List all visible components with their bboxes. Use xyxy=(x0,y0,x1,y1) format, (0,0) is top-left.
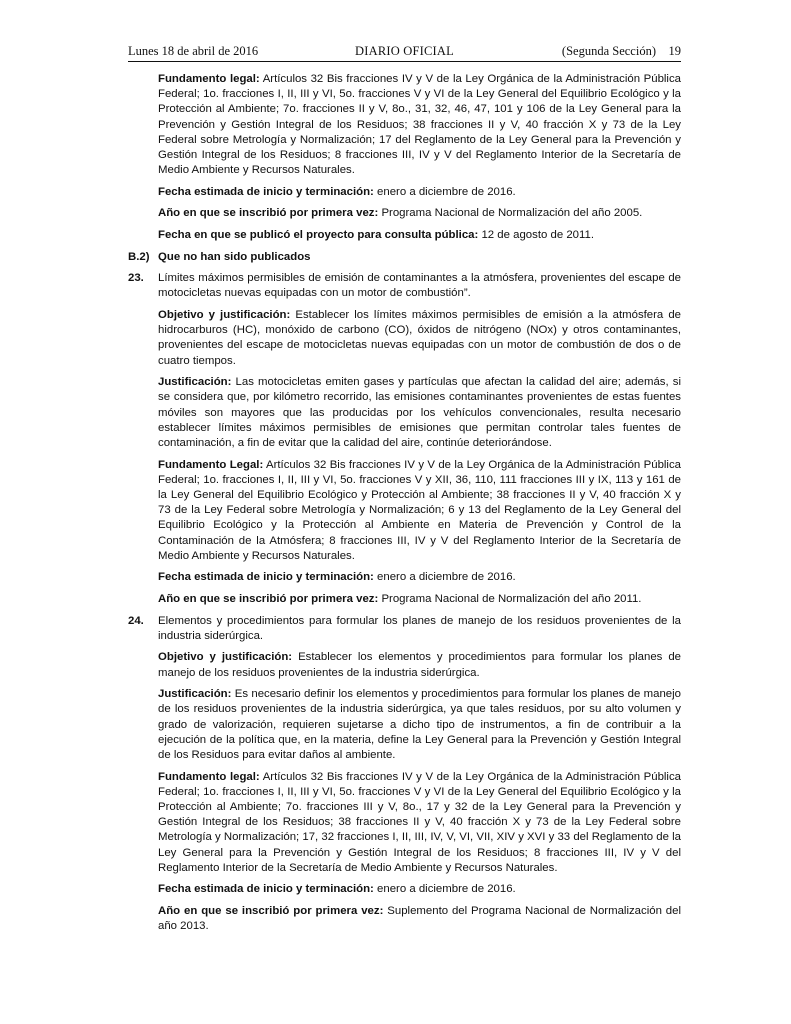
running-header xyxy=(128,44,681,62)
item-23-title xyxy=(128,271,681,301)
fecha-text: enero a diciembre de 2016. xyxy=(377,571,516,584)
item-23-justificacion xyxy=(158,375,681,451)
item-23-objetivo xyxy=(158,308,681,369)
publico-label: Fecha en que se publicó el proyecto para consulta pública: xyxy=(158,229,479,241)
anio-label: Año en que se inscribió por primera vez: xyxy=(158,593,379,605)
anio-label: Año en que se inscribió por primera vez: xyxy=(158,905,384,917)
item-24-title xyxy=(128,614,681,644)
fecha-text: enero a diciembre de 2016. xyxy=(377,883,516,896)
item-title: Elementos y procedimientos para formular los planes de manejo de los residuos provenientes de la industria siderúrgica. xyxy=(158,614,681,642)
objetivo-text: Establecer los límites máximos permisibles de emisión a la atmósfera de hidrocarburos (HC), monóxido de carbono (CO), óxidos de nitrógeno (NOx) y otros contaminantes, provenientes del escape de motocicletas nuevas equipadas con un motor de combustión de dos o de cuatro tiempos. xyxy=(158,308,682,367)
anio-text: Suplemento del Programa Nacional de Normalización del año 2013. xyxy=(158,905,681,933)
fecha-text: enero a diciembre de 2016. xyxy=(377,185,516,198)
fecha-label: Fecha estimada de inicio y terminación: xyxy=(158,185,374,198)
item-number: 23. xyxy=(128,272,144,285)
item-24-objetivo xyxy=(158,650,681,680)
block1-publico xyxy=(158,228,681,243)
section-number: B.2) xyxy=(128,250,150,263)
fundamento-text: Artículos 32 Bis fracciones IV y V de la Ley Orgánica de la Administración Pública Federal; 1o. fracciones I, II, III y VI, 5o. fracciones V y XII, 36, 110, 111 fracciones III y IX, 113 y 161 de la Ley General del Equilibrio Ecológico y Protección al Ambiente; 38 fracciones II y V, 40 fracción X y 73 de la Ley Federal sobre Metrología y Normalización; 6 y 13 del Reglamento de la Ley General del Equilibrio Ecológico y la Protección al Ambiente en Materia de Prevención y Control de la Contaminación de la Atmósfera; 8 fracciones III, IV y V del Reglamento Interior de la Secretaría de Medio Ambiente y Recursos Naturales. xyxy=(158,458,681,562)
item-23-anio xyxy=(158,592,681,607)
objetivo-label: Objetivo y justificación: xyxy=(158,651,293,664)
fundamento-text: Artículos 32 Bis fracciones IV y V de la Ley Orgánica de la Administración Pública Federal; 1o. fracciones I, II, III y VI, 5o. fracciones V y VI de la Ley General del Equilibrio Ecológico y la Protección al Ambiente; 7o. fracciones III y V, 8o., 17 y 32 de la Ley General para la Prevención y Gestión Integral de los Residuos; 38 fracciones II y V, 40 fracción X y 73 de la Ley Federal sobre Metrología y Normalización; 17, 32 fracciones I, II, III, IV, V, VI, VII, XIV y XVI y 33 del Reglamento de la Ley General para la Prevención y Gestión Integral de los Residuos; 8 fracciones III, IV y V del Reglamento Interior de la Secretaría de Medio Ambiente y Recursos Naturales. xyxy=(158,770,681,874)
section-b2-heading xyxy=(128,250,681,265)
header-section: (Segunda Sección) xyxy=(561,44,656,58)
justificacion-text: Las motocicletas emiten gases y partículas que afectan la calidad del aire; además, si se considera que, por kilómetro recorrido, las emisiones contaminantes provenientes de estas fuentes móviles son mayores que las producidas por los vehículos convencionales, resulta necesario establecer límites máximos permisibles de emisiones que permitan controlar tales fuentes de contaminación, a fin de evitar que la calidad del aire, continúe deteriorándose. xyxy=(158,376,682,449)
item-24-anio xyxy=(158,904,681,934)
anio-text: Programa Nacional de Normalización del año 2005. xyxy=(381,207,643,220)
item-24-justificacion xyxy=(158,687,681,763)
section-title: Que no han sido publicados xyxy=(158,250,311,263)
justificacion-text: Es necesario definir los elementos y procedimientos para formular los planes de manejo de los residuos provenientes de la industria siderúrgica, ya que tales residuos, por su alto volumen y grado de valorización, requieren sujetarse a dicho tipo de instrumentos, a fin de contribuir a la ejecución de la política que, en la materia, define la Ley General para la Prevención y Gestión Integral de los Residuos para evitar daños al ambiente. xyxy=(158,688,682,761)
fecha-label: Fecha estimada de inicio y terminación: xyxy=(158,571,374,584)
item-number: 24. xyxy=(128,614,144,627)
fecha-label: Fecha estimada de inicio y terminación: xyxy=(158,883,374,896)
fundamento-label: Fundamento legal: xyxy=(158,770,260,783)
header-section-page xyxy=(562,44,681,59)
publico-text: 12 de agosto de 2011. xyxy=(481,229,594,241)
item-24-fundamento xyxy=(158,770,681,876)
justificacion-label: Justificación: xyxy=(158,688,232,701)
header-date: Lunes 18 de abril de 2016 xyxy=(128,44,259,58)
item-24-fecha xyxy=(158,882,681,897)
header-rule xyxy=(128,61,681,62)
anio-text: Programa Nacional de Normalización del año 2011. xyxy=(381,593,642,605)
block1-fecha xyxy=(158,185,681,200)
item-title: Límites máximos permisibles de emisión de contaminantes a la atmósfera, provenientes del escape de motocicletas nuevas equipadas con un motor de combustión”. xyxy=(158,272,681,300)
fundamento-label: Fundamento Legal: xyxy=(158,458,264,471)
header-publication: DIARIO OFICIAL xyxy=(355,44,454,58)
objetivo-text: Establecer los elementos y procedimientos para formular los planes de manejo de los residuos provenientes de la industria siderúrgica. xyxy=(158,651,681,679)
fundamento-text: Artículos 32 Bis fracciones IV y V de la Ley Orgánica de la Administración Pública Federal; 1o. fracciones I, II, III y VI, 5o. fracciones V y VI de la Ley General del Equilibrio Ecológico y la Protección al Ambiente; 7o. fracciones II y V, 8o., 31, 32, 46, 47, 101 y 106 de la Ley General para la Prevención y Gestión Integral de los Residuos; 38 fracciones II y V, 40 fracción X y 73 de la Ley Federal sobre Metrología y Normalización; 17 del Reglamento de la Ley General para la Prevención y Gestión Integral de los Residuos; 8 fracciones III, IV y V del Reglamento Interior de la Secretaría de Medio Ambiente y Recursos Naturales. xyxy=(158,73,681,177)
item-23-fundamento xyxy=(158,458,681,564)
item-23-fecha xyxy=(158,570,681,585)
objetivo-label: Objetivo y justificación: xyxy=(158,308,291,321)
anio-label: Año en que se inscribió por primera vez: xyxy=(158,207,379,220)
block1-anio xyxy=(158,206,681,221)
document-body xyxy=(128,72,681,941)
block1-fundamento xyxy=(158,72,681,178)
justificacion-label: Justificación: xyxy=(158,376,232,389)
header-page-number: 19 xyxy=(668,44,681,58)
fundamento-label: Fundamento legal: xyxy=(158,73,260,85)
